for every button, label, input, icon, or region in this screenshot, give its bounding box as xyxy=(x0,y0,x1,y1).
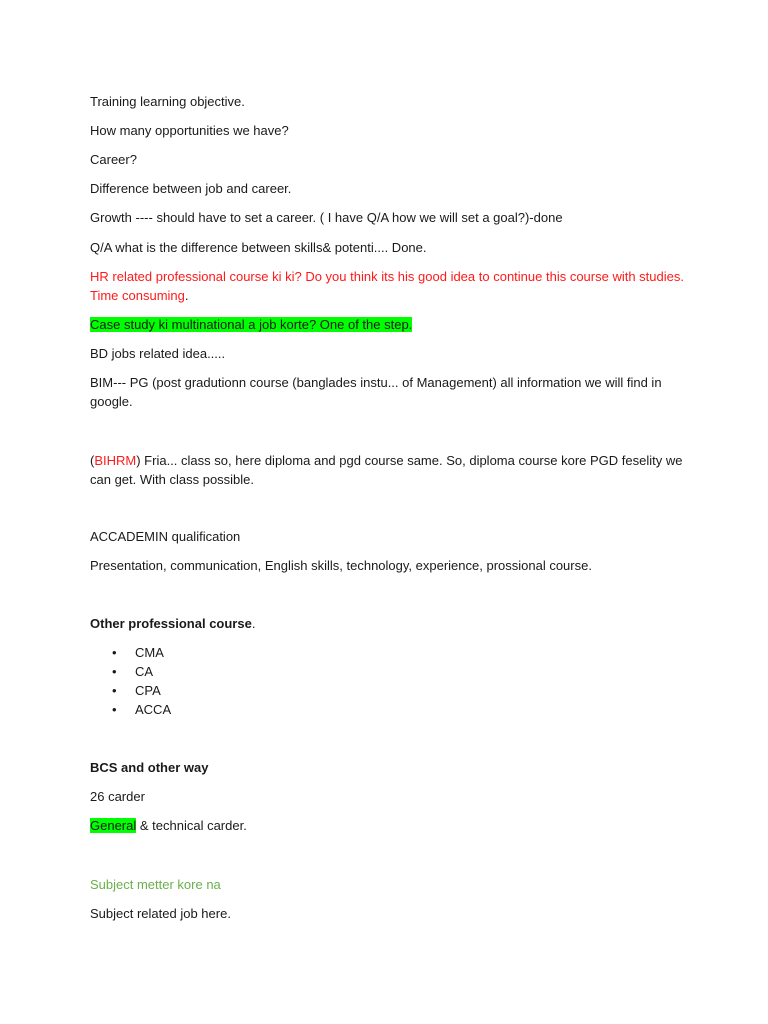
bihrm-open-paren: ( xyxy=(90,453,95,468)
heading-bcs: BCS and other way xyxy=(90,760,209,775)
bullet-icon: • xyxy=(112,645,117,660)
paragraph-skills-list: Presentation, communication, English skills, technology, experience, prossional course. xyxy=(90,558,592,573)
list-item-label: ACCA xyxy=(135,702,172,717)
paragraph-bihrm xyxy=(90,451,690,489)
paragraph-general-technical xyxy=(90,816,690,835)
list-item xyxy=(90,643,171,662)
paragraph-26-carder: 26 carder xyxy=(90,789,145,804)
list-item xyxy=(90,662,171,681)
paragraph-case-study xyxy=(90,315,690,334)
other-professional-period: . xyxy=(251,616,256,631)
paragraph-subject-matter: Subject metter kore na xyxy=(90,877,221,892)
list-item-label: CA xyxy=(135,664,154,679)
list-item xyxy=(90,681,171,700)
list-item-label: CPA xyxy=(135,683,161,698)
list-item-label: CMA xyxy=(135,645,164,660)
paragraph-job-vs-career: Difference between job and career. xyxy=(90,181,292,196)
paragraph-bim: BIM--- PG (post gradutionn course (banglades instu... of Management) all information we will find in google. xyxy=(90,375,662,409)
general-technical-rest: & technical carder. xyxy=(136,818,247,833)
bihrm-rest-text: ) Fria... class so, here diploma and pgd course same. So, diploma course kore PGD feselity we can get. With class possible. xyxy=(90,453,683,487)
paragraph-academic: ACCADEMIN qualification xyxy=(90,529,241,544)
paragraph-hr-course xyxy=(90,267,690,305)
bihrm-red-text: BIHRM xyxy=(94,453,137,468)
paragraph-skills-potential: Q/A what is the difference between skills& potenti.... Done. xyxy=(90,240,427,255)
professional-course-list xyxy=(90,643,171,719)
paragraph-subject-related-job: Subject related job here. xyxy=(90,906,231,921)
paragraph-career: Career? xyxy=(90,152,137,167)
general-highlighted-text: General xyxy=(90,818,137,833)
hr-course-red-text: HR related professional course ki ki? Do you think its his good idea to continue this course with studies. Time consuming xyxy=(90,269,684,303)
paragraph-bd-jobs: BD jobs related idea..... xyxy=(90,346,226,361)
bullet-icon: • xyxy=(112,702,117,717)
bullet-icon: • xyxy=(112,683,117,698)
paragraph-opportunities: How many opportunities we have? xyxy=(90,123,289,138)
case-study-highlighted-text: Case study ki multinational a job korte? One of the step. xyxy=(90,317,413,332)
paragraph-growth: Growth ---- should have to set a career. ( I have Q/A how we will set a goal?)-done xyxy=(90,210,563,225)
list-item xyxy=(90,700,171,719)
other-professional-bold: Other professional course xyxy=(90,616,252,631)
hr-course-period: . xyxy=(184,288,189,303)
bullet-icon: • xyxy=(112,664,117,679)
heading-other-professional xyxy=(90,614,690,633)
paragraph-training-objective: Training learning objective. xyxy=(90,94,245,109)
